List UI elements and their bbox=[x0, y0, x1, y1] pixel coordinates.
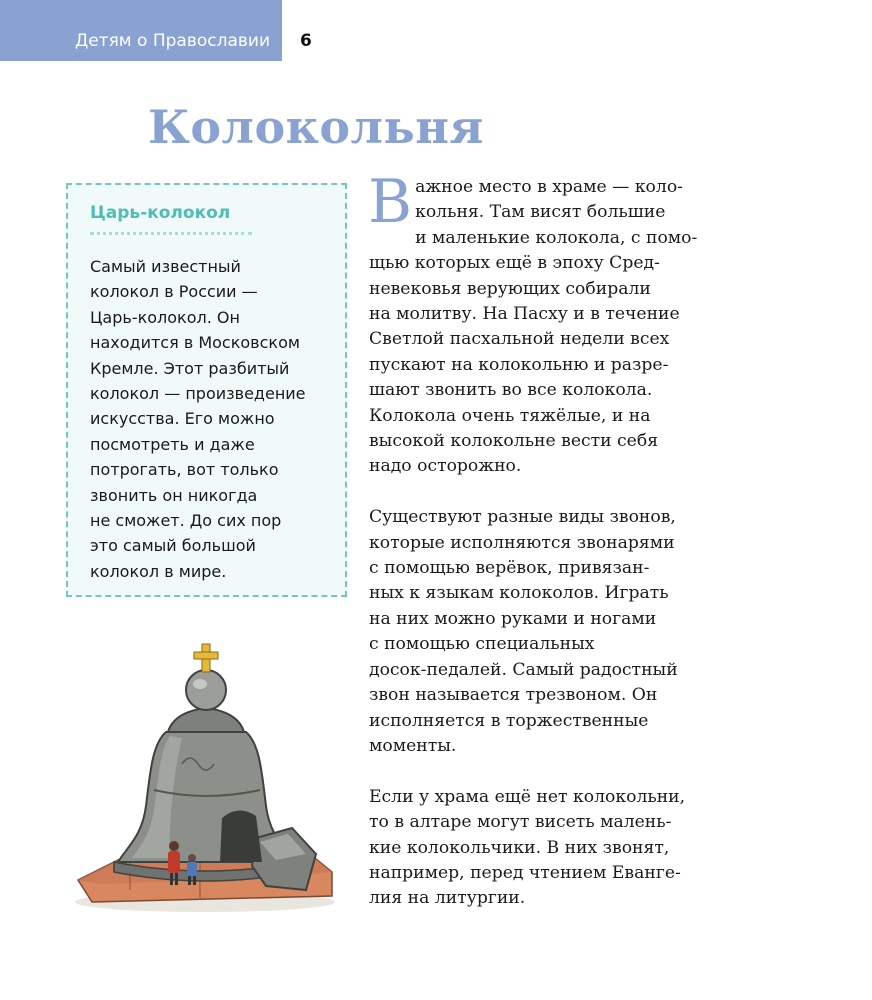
sidebar-heading: Царь-колокол bbox=[90, 203, 231, 223]
page-title: Колокольня bbox=[148, 100, 484, 154]
sidebar-line: Самый известный bbox=[90, 257, 241, 276]
drop-cap: В bbox=[368, 167, 413, 237]
text-line: пускают на колокольню и разре- bbox=[369, 354, 669, 375]
sidebar-line: находится в Московском bbox=[90, 333, 300, 353]
text-line: моменты. bbox=[369, 735, 457, 756]
tsar-bell-icon bbox=[70, 640, 340, 920]
text-line: лия на литургии. bbox=[369, 888, 526, 909]
sidebar-line: звонить он никогда bbox=[90, 485, 258, 505]
sidebar-text bbox=[90, 254, 338, 584]
text-line: исполняется в торжественные bbox=[369, 710, 649, 731]
text-line: ажное место в храме — коло- bbox=[415, 177, 683, 197]
sidebar-line: не сможет. До сих пор bbox=[90, 511, 282, 531]
text-line: и маленькие колокола, с помо- bbox=[415, 227, 698, 248]
text-line: с помощью специальных bbox=[369, 634, 595, 655]
sidebar-line: Кремле. Этот разбитый bbox=[90, 358, 290, 378]
paragraph-3 bbox=[369, 785, 729, 912]
text-line: Существуют разные виды звонов, bbox=[369, 507, 676, 528]
series-title: Детям о Православии bbox=[74, 31, 270, 51]
sidebar-line: искусства. Его можно bbox=[90, 409, 275, 429]
sidebar-divider bbox=[90, 232, 252, 235]
text-line: невековья верующих собирали bbox=[369, 278, 651, 299]
text-line: надо осторожно. bbox=[369, 456, 522, 477]
text-line: на молитву. На Пасху и в течение bbox=[369, 304, 680, 325]
text-line: то в алтаре могут висеть малень- bbox=[369, 812, 672, 833]
sidebar-line: посмотреть и даже bbox=[90, 434, 255, 454]
sidebar-line: колокол — произведение bbox=[90, 384, 306, 404]
text-line: ных к языкам колоколов. Играть bbox=[369, 583, 669, 604]
series-header-band bbox=[0, 0, 282, 61]
sidebar-line: это самый большой bbox=[90, 536, 256, 556]
text-line: Колокола очень тяжёлые, и на bbox=[369, 405, 651, 426]
text-line: Светлой пасхальной недели всех bbox=[369, 329, 670, 350]
text-line: Если у храма ещё нет колокольни, bbox=[369, 786, 686, 807]
sidebar-line: колокол в мире. bbox=[90, 561, 227, 581]
sidebar-line: потрогать, вот только bbox=[90, 460, 279, 480]
paragraph-2 bbox=[369, 505, 729, 759]
text-line: щью которых ещё в эпоху Сред- bbox=[369, 253, 660, 274]
text-line: кие колокольчики. В них звонят, bbox=[369, 837, 670, 858]
text-line: кольня. Там висят большие bbox=[415, 202, 666, 223]
text-line: с помощью верёвок, привязан- bbox=[369, 558, 650, 579]
sidebar-line: колокол в России — bbox=[90, 282, 258, 302]
text-line: на них можно руками и ногами bbox=[369, 608, 657, 629]
text-line: шают звонить во все колокола. bbox=[369, 380, 653, 401]
sidebar-line: Царь-колокол. Он bbox=[90, 307, 240, 327]
text-line: которые исполняются звонарями bbox=[369, 532, 675, 553]
text-line: досок-педалей. Самый радостный bbox=[369, 659, 678, 680]
paragraph-1 bbox=[368, 167, 729, 480]
text-line: звон называется трезвоном. Он bbox=[369, 685, 658, 706]
text-line: высокой колокольне вести себя bbox=[369, 431, 659, 452]
sidebar-box bbox=[66, 183, 347, 597]
text-line: например, перед чтением Еванге- bbox=[369, 862, 681, 883]
page-number: 6 bbox=[300, 31, 312, 51]
main-text-column bbox=[368, 167, 729, 937]
tsar-bell-illustration bbox=[70, 640, 340, 920]
